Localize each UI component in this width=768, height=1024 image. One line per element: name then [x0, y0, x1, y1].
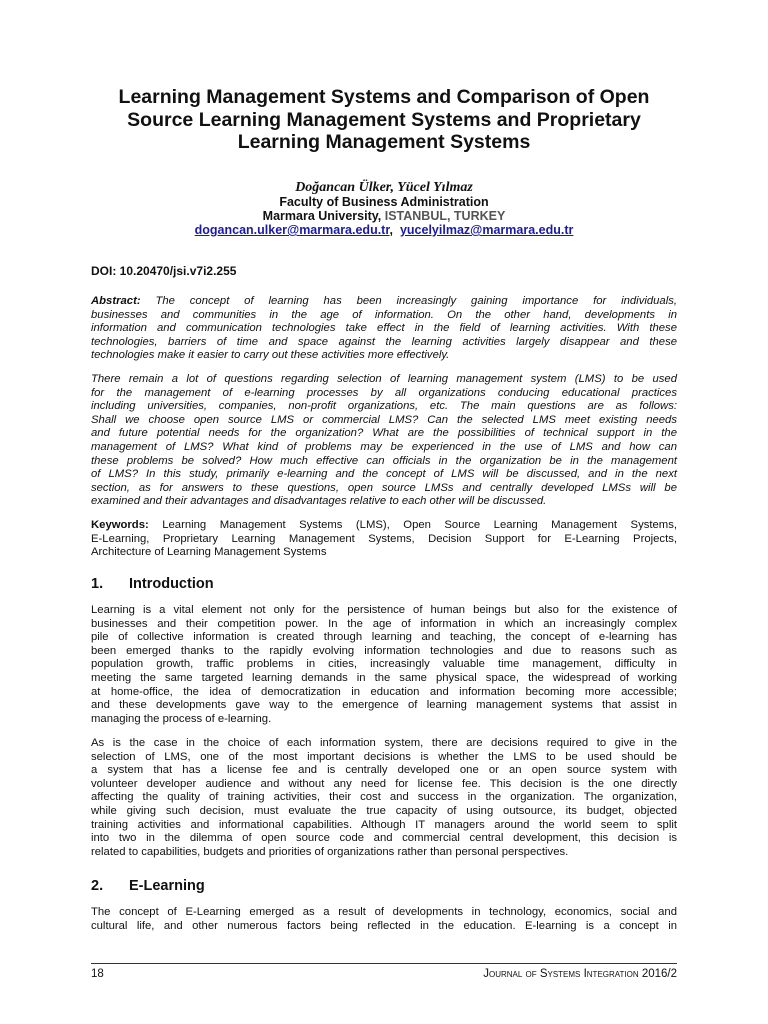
text-line: of LMS? In this study, primarily e-learning and the concept of LMS will be discussed, and in the next [91, 468, 677, 481]
text-line: population growth, traffic problems in cities, increasingly valuable time management, difficulty in [91, 658, 677, 671]
text-line: a system that has a license fee and is centrally developed one or an open source system with [91, 764, 677, 777]
keywords-paragraph [91, 519, 677, 560]
affiliation-faculty: Faculty of Business Administration [279, 195, 489, 209]
text-line [91, 519, 677, 533]
doi-line: DOI: 10.20470/jsi.v7i2.255 [91, 264, 237, 278]
abstract-paragraph [91, 373, 677, 509]
abstract-label: Abstract: [91, 295, 141, 307]
university-name: Marmara University, [262, 209, 382, 223]
text-line: cultural life, and other numerous factors being reflected in the education. E-learning is a concept in [91, 919, 677, 932]
text-line: Architecture of Learning Management Systems [91, 546, 327, 559]
text-line: at home-office, the idea of democratization in education and information becoming more accessible; [91, 685, 677, 698]
author-names: Doğancan Ülker, Yücel Yılmaz [295, 180, 473, 195]
text-line: and these developments gave way to the emergence of learning management systems that assist in [91, 699, 677, 712]
title-line: Learning Management Systems and Comparison of Open [118, 86, 650, 108]
text-line: selection of LMS, one of the most important decisions is whether the LMS to be used should be [91, 750, 677, 763]
journal-footer: Journal of Systems Integration 2016/2 [483, 968, 677, 980]
keywords-label: Keywords: [91, 519, 149, 531]
paper-title [70, 86, 698, 154]
text-line: section, as for answers to these questions, open source LMSs and centrally developed LMSs will be [91, 481, 677, 494]
text-line: meeting the same targeted learning demands in the same physical space, the widespread of working [91, 671, 677, 684]
text-line: managing the process of e-learning. [91, 712, 272, 725]
text-line: technologies make it easier to carry out these activities more effectively. [91, 349, 450, 362]
email-link[interactable]: dogancan.ulker@marmara.edu.tr [194, 223, 390, 237]
text-line: management of LMS? What kind of problems may be experienced in the use of LMS and how can [91, 440, 677, 453]
body-paragraph [91, 737, 677, 859]
section-number: 2. [91, 878, 104, 894]
text-line: including universities, companies, non-profit organizations, etc. The main questions are as follows: [91, 400, 677, 413]
line-text: Learning Management Systems (LMS), Open Source Learning Management Systems, [148, 519, 677, 531]
section-title: Introduction [129, 576, 214, 592]
text-line: volunteer developer audience and without any need for license fee. This decision is the one directly [91, 777, 677, 790]
abstract-paragraph [91, 295, 677, 363]
text-line: examined and their advantages and disadvantages relative to each other will be discussed. [91, 495, 547, 508]
text-line: E-Learning, Proprietary Learning Management Systems, Decision Support for E-Learning Projects, [91, 532, 677, 545]
text-line: businesses and their competition power. In the age of information in which an increasingly complex [91, 617, 677, 630]
text-line: technologies, barriers of time and space against the learning activities largely disappear and these [91, 335, 677, 348]
text-line: As is the case in the choice of each information system, there are decisions required to give in the [91, 737, 677, 749]
page-number: 18 [91, 968, 104, 980]
text-line: information and communication technologies take effect in the field of learning activities. With these [91, 322, 677, 335]
section-heading [91, 576, 214, 593]
text-line: Shall we choose open source LMS or commercial LMS? Can the selected LMS meet existing needs [91, 413, 677, 426]
text-line: The concept of E-Learning emerged as a result of developments in technology, economics, social and [91, 906, 677, 918]
text-line: Learning is a vital element not only for the persistence of human beings but also for the existence of [91, 604, 677, 616]
text-line [91, 295, 677, 309]
text-line: into two in the dilemma of open source code and commercial central development, this decision is [91, 832, 677, 845]
text-line: for the management of e-learning processes by all organizations conducing educational practices [91, 386, 677, 399]
body-paragraph [91, 604, 677, 726]
text-line: been emerged thanks to the rapidly evolving information technologies and due to reasons such as [91, 644, 677, 657]
footer-divider [91, 963, 677, 964]
body-paragraph [91, 906, 677, 933]
email-separator: , [389, 223, 394, 237]
text-line: and future potential needs for the organization? What are the possibilities of technical support in the [91, 427, 677, 440]
text-line: related to capabilities, budgets and priorities of organizations rather than personal perspectives. [91, 845, 569, 858]
text-line: businesses and communities in the age of information. On the other hand, developments in [91, 308, 677, 321]
section-title: E-Learning [129, 878, 205, 894]
title-line: Learning Management Systems [237, 131, 531, 153]
line-text: The concept of learning has been increasingly gaining importance for individuals, [140, 295, 677, 307]
affiliation-city: ISTANBUL, TURKEY [384, 209, 506, 223]
section-number: 1. [91, 576, 104, 592]
text-line: pile of collective information is created through learning and teaching, the concept of e-learning has [91, 631, 677, 644]
title-line: Source Learning Management Systems and Proprietary [127, 108, 641, 131]
author-emails [0, 223, 768, 238]
text-line: affecting the quality of training activities, their cost and success in the organization. The organization, [91, 791, 677, 804]
text-line: these problems be solved? How much effective can officials in the organization be in the management [91, 454, 677, 467]
email-link[interactable]: yucelyilmaz@marmara.edu.tr [399, 223, 574, 237]
text-line: There remain a lot of questions regarding selection of learning management system (LMS) to be used [91, 373, 677, 385]
affiliation-university [0, 209, 768, 224]
text-line: training activities and informational capabilities. Although IT managers around the world seem to split [91, 818, 677, 831]
section-heading [91, 878, 205, 895]
text-line: while giving such decision, must evaluate the true capacity of using outsource, its budget, objected [91, 804, 677, 817]
